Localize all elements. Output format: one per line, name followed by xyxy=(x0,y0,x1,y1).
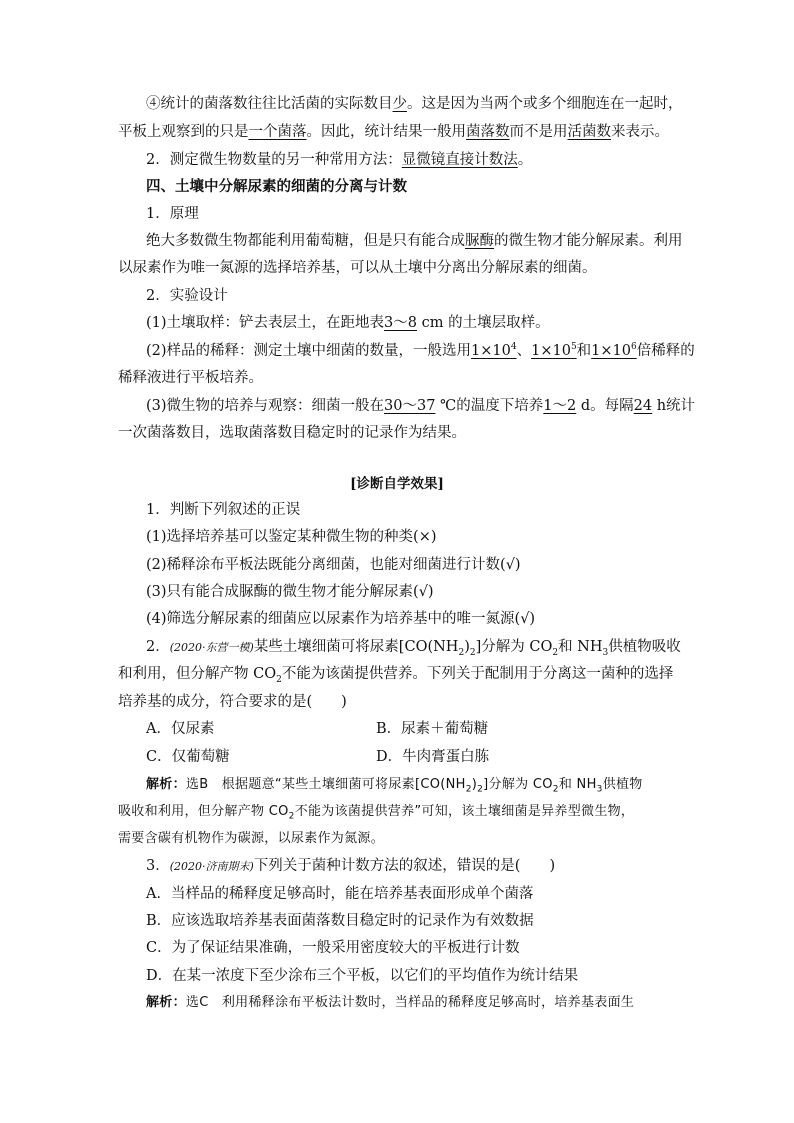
text-span: 和 xyxy=(576,343,592,359)
text-span: h统计 xyxy=(652,398,696,414)
text-span: 2．测定微生物数量的另一种常用方法： xyxy=(146,152,402,168)
q2-answer-line1 xyxy=(146,775,716,795)
subscript: 2 xyxy=(288,811,295,822)
text-span: d。每隔 xyxy=(576,398,634,414)
q2-options-row2 xyxy=(146,747,716,767)
q1-item: (3)只有能合成脲酶的微生物才能分解尿素(√) xyxy=(146,584,434,600)
colony-count-note-line2 xyxy=(118,122,688,142)
subscript: 3 xyxy=(596,784,603,795)
subscript: 2 xyxy=(477,784,484,795)
text-span: 而不是用 xyxy=(509,124,568,140)
text-span: 1×10 xyxy=(591,343,631,359)
text-span: (3)微生物的培养与观察：细菌一般在 xyxy=(146,398,385,414)
text-span: 的微生物才能分解尿素。利用 xyxy=(494,233,683,249)
subscript: 3 xyxy=(602,647,609,658)
colony-count-note-line1 xyxy=(146,94,716,114)
option-a: A．仅尿素 xyxy=(146,721,215,737)
text-span: ]分解为 CO xyxy=(475,639,553,655)
step-dilution-line1 xyxy=(146,341,716,361)
text-span: ④统计的菌落数往往比活菌的实际数目 xyxy=(146,96,393,112)
text-span: (1)土壤取样：铲去表层土，在距地表 xyxy=(146,315,385,331)
q3-option-b: B．应该选取培养基表面菌落数目稳定时的记录作为有效数据 xyxy=(146,913,534,929)
step-soil-sampling xyxy=(146,313,716,333)
text-span: 下列关于菌种计数方法的叙述，错误的是( ) xyxy=(253,858,556,874)
underlined-answer: 1～2 xyxy=(543,398,577,414)
question-number: 2． xyxy=(146,639,170,655)
underlined-answer: 少 xyxy=(392,96,407,112)
q2-stem-line3: 培养基的成分，符合要求的是( ) xyxy=(118,694,347,710)
step-culture-line2: 一次菌落数目，选取菌落数目稳定时的记录作为结果。 xyxy=(118,425,466,441)
text-span: 供植物 xyxy=(602,777,643,792)
question-source: (2020·东营一模) xyxy=(169,641,254,654)
text-span: (2)样品的稀释：测定土壤中细菌的数量，一般选用 xyxy=(146,343,472,359)
text-span: 和利用，但分解产物 CO xyxy=(118,666,277,682)
underlined-answer: 24 xyxy=(633,398,653,414)
text-span: 不能为该菌提供营养。下列关于配制用于分离这一菌种的选择 xyxy=(281,666,674,682)
q2-stem-line1 xyxy=(146,637,716,658)
q1-item: (1)选择培养基可以鉴定某种微生物的种类(×) xyxy=(146,529,437,545)
q3-option-a: A．当样品的稀释度足够高时，能在培养基表面形成单个菌落 xyxy=(146,886,534,902)
q2-answer-line2 xyxy=(118,802,688,822)
subscript: 2 xyxy=(552,784,559,795)
text-span: 某些土壤细菌可将尿素[CO(NH xyxy=(253,639,459,655)
text-span: 来表示。 xyxy=(611,124,669,140)
text-span: 倍稀释的 xyxy=(636,343,695,359)
step-dilution-line2: 稀释液进行平板培养。 xyxy=(118,370,263,386)
text-span: 选C 利用稀释涂布平板法计数时，当样品的稀释度足够高时，培养基表面生 xyxy=(185,995,635,1010)
exponent: 5 xyxy=(570,342,577,353)
text-span: 。 xyxy=(517,152,533,168)
text-span: 、 xyxy=(516,343,532,359)
question-number: 3． xyxy=(146,858,170,874)
answer-label: 解析： xyxy=(146,777,186,792)
text-span: 。因此，统计结果一般用 xyxy=(306,124,466,140)
option-c: C．仅葡萄糖 xyxy=(146,749,230,765)
exponent: 4 xyxy=(510,342,517,353)
principle-line2: 以尿素作为唯一氮源的选择培养基，可以从土壤中分离出分解尿素的细菌。 xyxy=(118,260,597,276)
q1-title: 1．判断下列叙述的正误 xyxy=(146,502,301,518)
q3-option-c: C．为了保证结果准确，一般采用密度较大的平板进行计数 xyxy=(146,940,520,956)
q3-stem xyxy=(146,856,716,877)
option-d: D．牛肉膏蛋白胨 xyxy=(376,749,490,765)
text-span: 吸收和利用，但分解产物 CO xyxy=(118,804,289,819)
subscript: 2 xyxy=(458,647,465,658)
answer-label: 解析： xyxy=(146,995,186,1010)
q2-options-row1 xyxy=(146,719,716,739)
text-span: 不能为该菌提供营养”可知，该土壤细菌是异养型微生物， xyxy=(294,804,635,819)
underlined-answer xyxy=(471,343,517,359)
text-span: 。这是因为当两个或多个细胞连在一起时， xyxy=(407,96,683,112)
design-title: 2．实验设计 xyxy=(146,288,228,304)
text-span: 平板上观察到的只是 xyxy=(118,124,249,140)
underlined-answer: 脲酶 xyxy=(465,233,494,249)
exponent: 6 xyxy=(631,342,637,353)
underlined-answer: 3～8 xyxy=(384,315,417,331)
q3-option-d: D．在某一浓度下至少涂布三个平板，以它们的平均值作为统计结果 xyxy=(146,968,579,984)
subscript: 2 xyxy=(465,784,472,795)
q2-answer-line3: 需要含碳有机物作为碳源，以尿素作为氮源。 xyxy=(118,831,385,846)
subscript: 2 xyxy=(276,674,282,685)
step-culture-line1 xyxy=(146,396,716,416)
q2-stem-line2 xyxy=(118,664,688,684)
q1-item: (4)筛选分解尿素的细菌应以尿素作为培养基中的唯一氮源(√) xyxy=(146,611,536,627)
text-span: ]分解为 CO xyxy=(483,777,553,792)
underlined-answer: 活菌数 xyxy=(567,124,611,140)
principle-title: 1．原理 xyxy=(146,206,199,222)
question-source: (2020·济南期末) xyxy=(169,860,254,873)
underlined-answer: 30～37 xyxy=(384,398,436,414)
text-span: 绝大多数微生物都能利用葡萄糖，但是只有能合成 xyxy=(146,233,465,249)
underlined-answer xyxy=(531,343,577,359)
text-span: 和 NH xyxy=(558,777,597,792)
text-span: 1×10 xyxy=(471,343,511,359)
text-span: ) xyxy=(464,639,470,655)
principle-line1 xyxy=(146,231,716,251)
section-heading: 四、土壤中分解尿素的细菌的分离与计数 xyxy=(146,178,407,195)
subscript: 2 xyxy=(469,647,476,658)
text-span: cm 的土壤层取样。 xyxy=(417,315,550,331)
subscript: 2 xyxy=(552,647,559,658)
text-span: 选B 根据题意“某些土壤细菌可将尿素[CO(NH xyxy=(185,777,466,792)
underlined-answer: 一个菌落 xyxy=(248,124,307,140)
underlined-answer: 显微镜直接计数法 xyxy=(401,152,518,168)
text-span: 和 NH xyxy=(558,639,603,655)
text-span: 1×10 xyxy=(531,343,571,359)
underlined-answer: 菌落数 xyxy=(466,124,510,140)
other-counting-method xyxy=(146,150,716,170)
text-span: 供植物吸收 xyxy=(608,639,681,655)
text-span: ) xyxy=(471,777,478,792)
q1-item: (2)稀释涂布平板法既能分离细菌，也能对细菌进行计数(√) xyxy=(146,557,521,573)
q3-answer-line1 xyxy=(146,993,716,1013)
option-b: B．尿素＋葡萄糖 xyxy=(376,721,489,737)
underlined-answer xyxy=(591,343,637,359)
diagnose-title: [诊断自学效果] xyxy=(350,476,444,492)
text-span: ℃的温度下培养 xyxy=(435,398,544,414)
